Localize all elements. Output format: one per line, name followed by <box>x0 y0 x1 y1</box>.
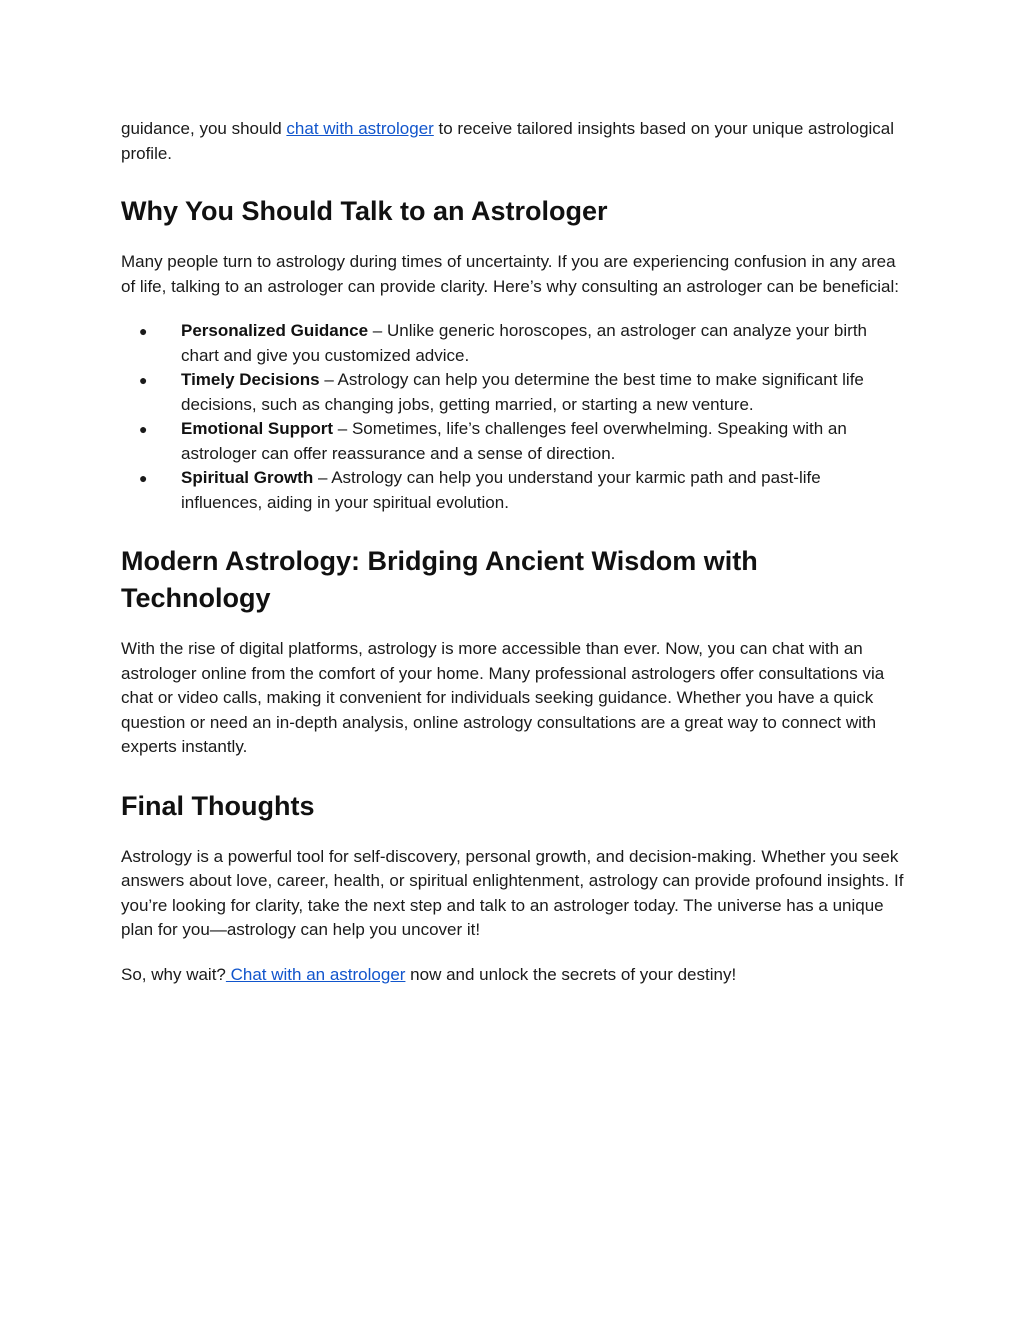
call-to-action-paragraph <box>121 963 906 988</box>
list-item-title: Spiritual Growth <box>181 468 314 487</box>
cta-text-before: So, why wait? <box>121 964 226 984</box>
benefits-list <box>121 319 906 515</box>
list-item-text: – Unlike generic horoscopes, an astrologer can analyze your birth chart and give you customized advice. <box>181 321 868 365</box>
list-item-title: Emotional Support <box>181 419 334 438</box>
list-item-text: – Sometimes, life’s challenges feel overwhelming. Speaking with an astrologer can offer reassurance and a sense of direction. <box>181 419 847 463</box>
list-item <box>121 368 906 417</box>
bullet-icon: ● <box>139 372 148 388</box>
final-thoughts-paragraph: Astrology is a powerful tool for self-discovery, personal growth, and decision-making. Whether you seek answers about love, career, health, or spiritual enlightenment, astrology can provide profound insights. If you’re looking for clarity, take the next step and talk to an astrologer today. The universe has a unique plan for you—astrology can help you uncover it! <box>121 846 904 939</box>
cta-text-after: now and unlock the secrets of your destiny! <box>405 964 737 984</box>
intro-text-before: guidance, you should <box>121 119 287 138</box>
modern-astrology-paragraph: With the rise of digital platforms, astrology is more accessible than ever. Now, you can chat with an astrologer online from the comfort of your home. Many professional astrologers offer consultations via chat or video calls, making it convenient for individuals seeking guidance. Whether you have a quick question or need an in-depth analysis, online astrology consultations are a great way to connect with experts instantly. <box>121 639 885 756</box>
list-item-text: – Astrology can help you understand your karmic path and past-life influences, aiding in your spiritual evolution. <box>181 468 821 512</box>
bullet-icon: ● <box>139 323 148 339</box>
modern-astrology-heading: Modern Astrology: Bridging Ancient Wisdom with Technology <box>121 546 758 613</box>
list-item-text: – Astrology can help you determine the best time to make significant life decisions, such as changing jobs, getting married, or starting a new venture. <box>181 370 864 414</box>
why-heading: Why You Should Talk to an Astrologer <box>121 196 608 226</box>
chat-with-astrologer-link[interactable]: chat with astrologer <box>286 119 434 138</box>
list-item-title: Timely Decisions <box>181 370 320 389</box>
list-item <box>121 417 906 466</box>
why-paragraph: Many people turn to astrology during times of uncertainty. If you are experiencing confusion in any area of life, talking to an astrologer can provide clarity. Here’s why consulting an astrologer can be beneficial: <box>121 252 900 296</box>
final-thoughts-heading: Final Thoughts <box>121 790 315 821</box>
document-page <box>121 117 906 987</box>
chat-with-an-astrologer-link[interactable]: Chat with an astrologer <box>225 964 406 984</box>
intro-text-after: to receive tailored insights based on your unique astrological profile. <box>121 119 895 163</box>
list-item-title: Personalized Guidance <box>181 321 369 340</box>
bullet-icon: ● <box>139 421 148 437</box>
bullet-icon: ● <box>139 470 148 486</box>
intro-paragraph <box>121 117 906 166</box>
list-item <box>121 466 906 515</box>
list-item <box>121 319 906 368</box>
